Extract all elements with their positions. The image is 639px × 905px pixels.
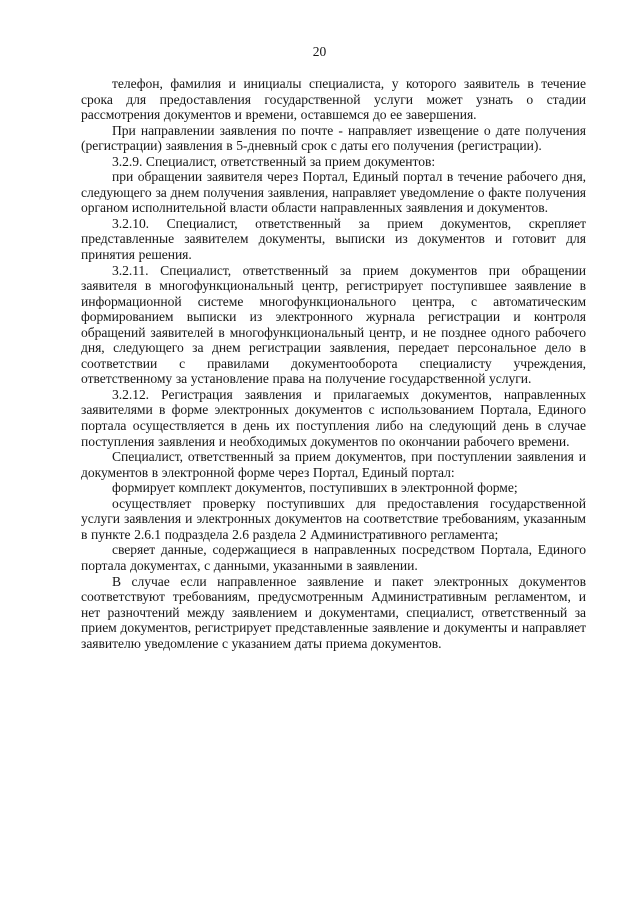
paragraph-3-2-9-heading: 3.2.9. Специалист, ответственный за прием документов: bbox=[112, 153, 436, 169]
page-number: 20 bbox=[312, 44, 327, 59]
paragraph-3-2-11: 3.2.11. Специалист, ответственный за прием документов при обращении заявителя в многофункциональный центр, регистрирует поступившее заявление в информационной системе многофункционального центра, с автоматическим формированием выписки из электронного журнала регистрации и контроля обращений заявителей в многофункциональный центр, и не позднее одного рабочего дня, следующего за днем регистрации заявления, передает персональное дело в соответствии с правилами документооборота специалисту учреждения, ответственному за установление права на получение государственной услуги. bbox=[81, 262, 586, 387]
paragraph-mail-notice: При направлении заявления по почте - направляет извещение о дате получения (регистрации) заявления в 5-дневный срок с даты его получения (регистрации). bbox=[81, 122, 586, 154]
paragraph-3-2-10: 3.2.10. Специалист, ответственный за прием документов, скрепляет представленные заявителем документы, выписки из документов и готовит для принятия решения. bbox=[81, 215, 586, 263]
paragraph-data-check: сверяет данные, содержащиеся в направленных посредством Портала, Единого портала документах, с данными, указанными в заявлении. bbox=[81, 542, 586, 573]
paragraph-3-2-12: 3.2.12. Регистрация заявления и прилагаемых документов, направленных заявителями в форме электронных документов с использованием Портала, Единого портала осуществляется в день их поступления либо на следующий день в случае поступления заявления и необходимых документов по окончании рабочего времени. bbox=[81, 386, 586, 449]
paragraph-verification: осуществляет проверку поступивших для предоставления государственной услуги заявления и электронных документов на соответствие требованиям, указанным в пункте 2.6.1 подраздела 2.6 раздела 2 Административного регламента; bbox=[81, 495, 586, 542]
page-body bbox=[81, 76, 586, 651]
paragraph-forms-package: формирует комплект документов, поступивших в электронной форме; bbox=[112, 480, 518, 496]
paragraph-electronic-receipt: Специалист, ответственный за прием документов, при поступлении заявления и документов в электронной форме через Портал, Единый портал: bbox=[81, 449, 586, 480]
paragraph-registration: В случае если направленное заявление и пакет электронных документов соответствуют требованиям, предусмотренным Административным регламентом, и нет разночтений между заявлением и документами, специалист, ответственный за прием документов, регистрирует представленные заявление и документы и направляет заявителю уведомление с указанием даты приема документов. bbox=[81, 573, 586, 651]
paragraph-portal-notification: при обращении заявителя через Портал, Единый портал в течение рабочего дня, следующего за днем получения заявления, направляет уведомление о факте получения органом исполнительной власти области направленных заявления и документов. bbox=[81, 169, 586, 216]
paragraph-specialist-contact: телефон, фамилия и инициалы специалиста, у которого заявитель в течение срока для предоставления государственной услуги может узнать о стадии рассмотрения документов и времени, оставшемся до ее завершения. bbox=[81, 76, 586, 123]
